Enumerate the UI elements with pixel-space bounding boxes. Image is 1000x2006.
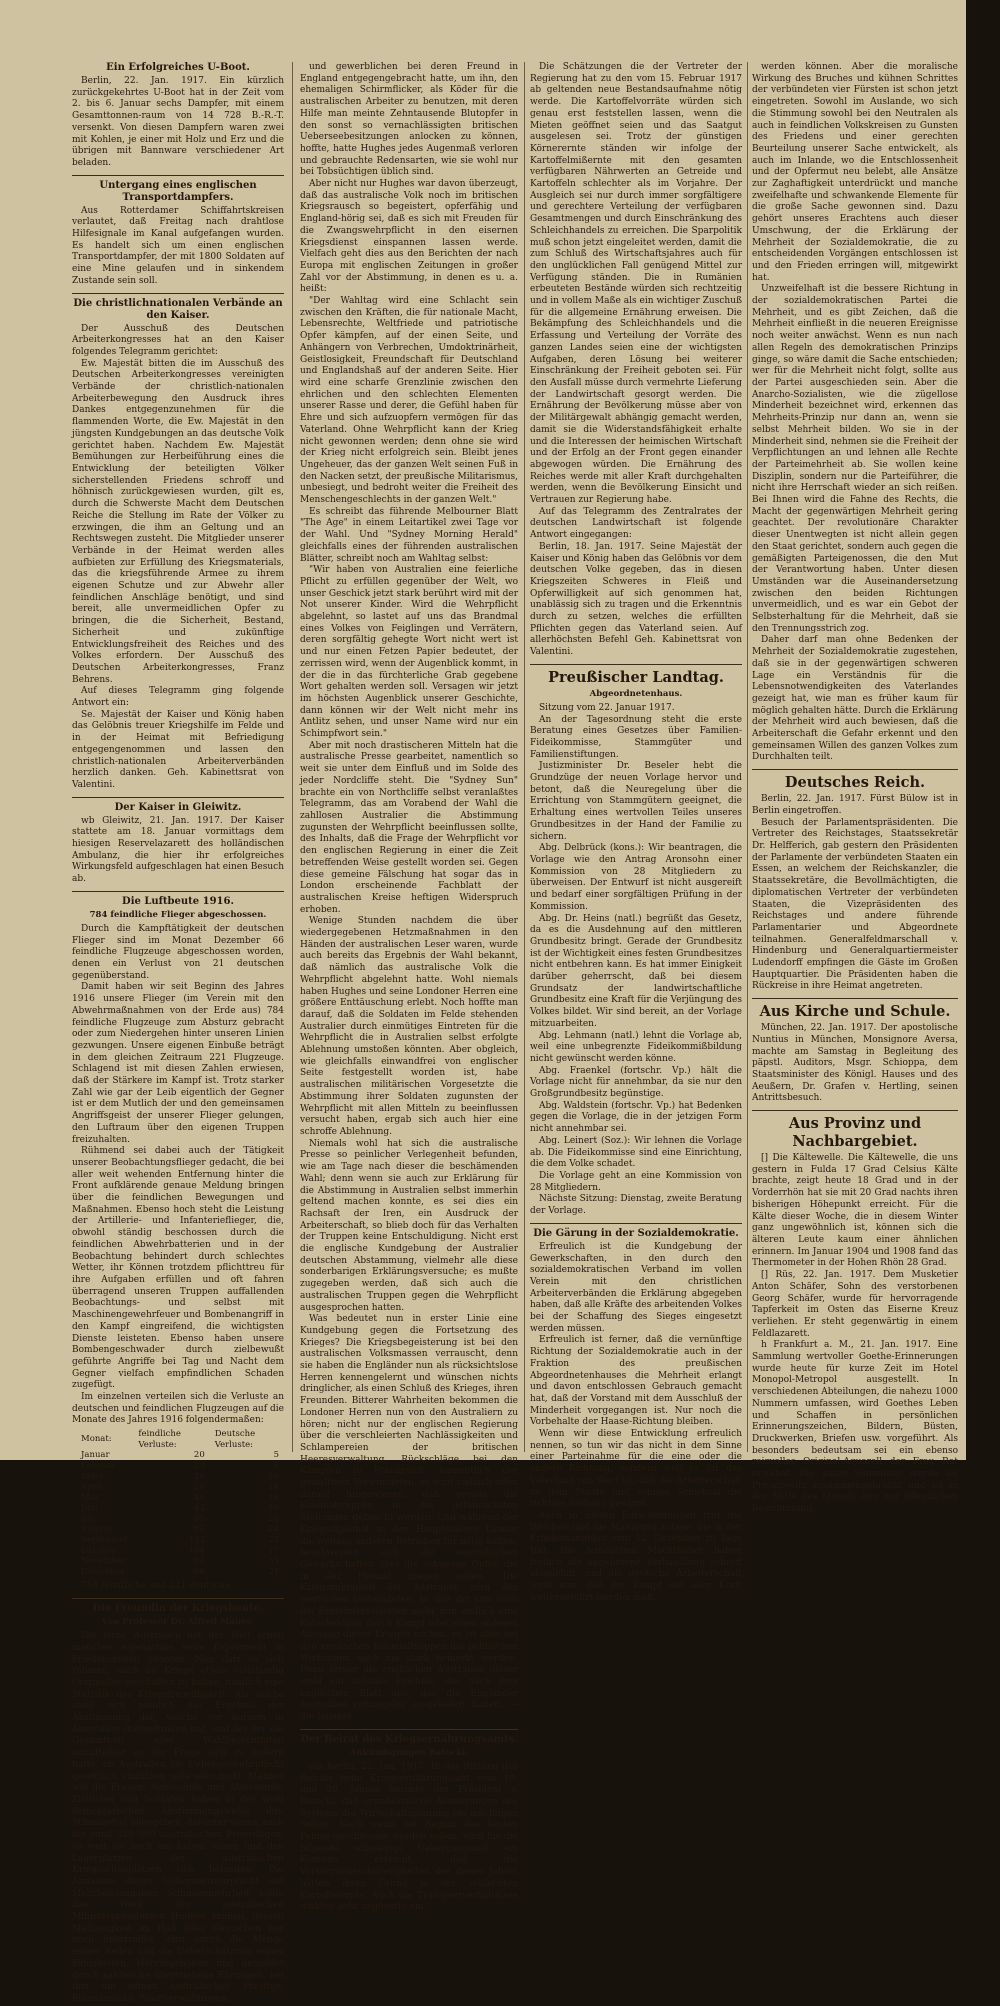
losses-table-row [76, 1546, 284, 1557]
losses-table-cell: Januar [81, 1450, 110, 1461]
article [72, 175, 284, 288]
article [530, 62, 742, 659]
column-2 [300, 62, 518, 1913]
article-subheadline: Von Professor Dr. Alfred Manes. [101, 1617, 255, 1628]
losses-table-cell: 31 [268, 1556, 279, 1567]
losses-table-cell: 10 [268, 1503, 279, 1514]
article-paragraph: Die ferne Australien hat der Welt schon manches eigenartige neue Experiment in Friedenszeiten geboten. Nun darf es sich rühmen, auch im Kriege etwas vollständig Originelles geschaffen zu haben, nämlich eine Statistik der Kriegsfreiwilligkeit. Als solche stellt sich nämlich das Ergebnis der Abstimmung dar, welche vor kurzem in Australien stattgefunden hat, und bei der die Gesamtheit aller Wahlberechtigten unmittelbar zu der Frage sich zu äußern hatte, ob Australien die Ueberseewehrpflicht gesetzlich einführen solle oder nicht. Männer wie die Frauen, Anwesende und Abwesende, Zivilisten und Soldaten haben in der wohl demokratischen Abstimmungsweise ihre Stimmzettel abgegeben, darunter waren auch die rund 320 000 australischen Freiwilligen, so weit sie noch am Leben waren und den Lagerplätzen der australischen Kriegsschauplätzen sich befanden. Die Annahme dieser Ueberseewehrpflicht mit Mehrheitsangaben Stimmenmehrheit sollte das Werk des australischen Ministerpräsidenten Hughes krönen, dessen Maßlosigkeit im Haß alles Deutschen nur noch übertroffen wird durch die Menge seiner Reden und die Ueberschätzung seiner Fähigkeiten. Hervorgehoben und gemeldet durch zahlreiche übertriebene Ehrungen, bei ihm um seinen australischen Prestige, Finanzarisiko, Stadtverwaltungen. [72, 1631, 284, 2004]
article-paragraph: Aus Rotterdamer Schiffahrtskreisen verlautet, daß Freitag nach drahtlose Hilfesignale im Kanal aufgefangen wurden. Es handelt sich um einen englischen Transportdampfer, der mit 1800 Soldaten auf eine Mine gelaufen und in sinkendem Zustande sein soll. [72, 205, 284, 286]
article [530, 1223, 742, 1605]
article-separator [300, 1729, 518, 1730]
article-paragraph: Rühmend sei dabei auch der Tätigkeit unserer Beobachtungsflieger gedacht, die bei aller weit wehenden Entfernung hinter die Front aufklärende genaue Meldung bringen über die feindlichen Bewegungen und Maßnahmen. Ebenso hoch steht die Leistung der Artillerie- und Infanterieflieger, die, obwohl ständig beschossen durch die feindlichen Abwehrbatterien und in der Beobachtung behindert durch schlechtes Wetter, ihr Können trotzdem pflichttreu für ihre Aufgaben erfüllen und oft fahren überragend unseren Truppen auffallenden Beobachtungs- und selbst mit Maschinengewehrfeuer und Bombenangriff in den Kampf eingreifend, die wichtigsten Dienste leisteten. Ebenso haben unsere Bombengeschwader durch zielbewußt geführte Angriffe bei Tag und Nacht dem Gegner vielfach empfindlichen Schaden zugefügt. [72, 1146, 284, 1391]
losses-table-cell: April [81, 1482, 103, 1493]
losses-table-cell: 104 [188, 1545, 205, 1556]
article-paragraph: Sitzung vom 22. Januar 1917. [539, 702, 675, 713]
losses-table-cell: Mai [81, 1492, 98, 1503]
losses-table-cell: 81 [193, 1524, 205, 1535]
article-separator [530, 1223, 742, 1224]
article-paragraph: Auf dieses Telegramm ging folgende Antwort ein: [72, 686, 284, 709]
losses-table-cell: 24 [268, 1524, 279, 1535]
article-paragraph: wb Gleiwitz, 21. Jan. 1917. Der Kaiser stattete am 18. Januar vormittags dem hiesigen Reservelazarett des holländischen Ambulanz, die hier ihr erfolgreiches Wirkungsfeld aufgeschlagen hat einen Besuch ab. [72, 815, 284, 885]
losses-table-cell: 43 [193, 1503, 205, 1514]
losses-table-header: Deutsche Verluste: [214, 1429, 256, 1450]
article-separator [72, 293, 284, 294]
article-paragraph: Abg. Waldstein (fortschr. Vp.) hat Bedenken gegen die Vorlage, die in der jetzigen Form nicht annehmbar sei. [530, 1100, 742, 1135]
article-subheadline: Ankündigungen Batocki. [349, 1747, 469, 1758]
article [72, 293, 284, 792]
book-binding-edge [966, 0, 1000, 1460]
losses-table [76, 1429, 284, 1577]
article-paragraph: Im einzelnen verteilen sich die Verluste an deutschen und feindlichen Flugzeugen auf die Monate des Jahres 1916 folgendermaßen: [72, 1392, 284, 1426]
article [752, 769, 958, 993]
article-paragraph: Justizminister Dr. Beseler hebt die Grundzüge der neuen Vorlage hervor und betont, daß die Neuregelung über die Errichtung von Stammgütern geeignet, die Erhaltung eines wertvollen Teiles unseres Grundbesitzes in der Hand der Familie zu sichern. [530, 761, 742, 842]
article-headline: Preußischer Landtag. [548, 668, 724, 686]
losses-table-row [76, 1524, 284, 1535]
article-paragraph: Se. Majestät der Kaiser und König haben das Gelöbnis treuer Kriegshilfe im Felde und in der Heimat mit Befriedigung entgegengenommen und lassen den christlich-nationalen Arbeiterverbänden herzlich danken. Geh. Kabinettsrat von Valentini. [72, 709, 284, 790]
article-paragraph: Abg. Dr. Heins (natl.) begrüßt das Gesetz, da es die Ausdehnung auf den mittleren Grundbesitz bringt. Gerade der Grundbesitz ist der Wichtigkeit eines festen Grundbesitzes nicht entbehren kann. Es hat immer Einigkeit darüber geherrscht, daß bei diesem Grundsatz der landwirtschaftliche Grundbesitz eine Kraft für die Verjüngung des Volkes bildet. Wir sind bereit, an der Vorlage mitzuarbeiten. [530, 913, 742, 1029]
article-separator [72, 891, 284, 892]
article-paragraph: Abg. Delbrück (kons.): Wir beantragen, die Vorlage wie den Antrag Aronsohn einer Kommission von 28 Mitgliedern zu überweisen. Der Entwurf ist nicht ausgereift und bedarf einer sorgfältigen Prüfung in der Kommission. [530, 843, 742, 912]
article-paragraph: Abg. Fraenkel (fortschr. Vp.) hält die Vorlage nicht für annehmbar, da sie nur den Großgrundbesitz begünstige. [530, 1065, 742, 1100]
losses-table-cell: 16 [268, 1492, 279, 1503]
column-divider [747, 62, 748, 1452]
article [300, 1729, 518, 1914]
article-paragraph: Aber mit noch drastischeren Mitteln hat die australische Presse gearbeitet, namentlich so weit sie unter dem Einfluß und im Solde des jeder Nordcliffe steht. Die "Sydney Sun" brachte ein von Northcliffe selbst veranlaßtes Telegramm, das am Vorabend der Wahl die zahllosen Australier die Abstimmung zugunsten der Wehrpflicht beeinflussen sollte, des Inhalts, daß die Frage der Wehrpflicht vor den englischen Regierung in einer die Zeit betreffenden Weise gestellt worden sei. Gegen diese gemeine Fälschung hat sogar das in London erscheinende Fachblatt der australischen Kreise heftigen Widerspruch erhoben. [300, 740, 518, 915]
losses-table-cell: 21 [268, 1566, 279, 1577]
losses-table-cell: 133 [188, 1535, 205, 1546]
article [752, 62, 958, 764]
article-paragraph: Berlin, 18. Jan. 1917. Seine Majestät der Kaiser und König haben das Gelöbnis vor dem deutschen Volke gegeben, das in diesen Kriegszeiten Schweres in Fleiß und Opferwilligkeit auf sich genommen hat, unablässig sich zu tragen und die Erkenntnis durch zu setzen, welches die erfüllten Pflichten gegen das Vaterland seien. Auf allerhöchsten Befehl Geh. Kabinettsrat von Valentini. [530, 541, 742, 658]
article-paragraph: und gewerblichen bei deren Freund in England entgegengebracht hatte, um ihn, den ehemaligen Schirmflicker, als Köder für die australischen Arbeiter zu benutzen, mit deren Hilfe man meinte Zehntausende Blutopfer in den sonst so vernachlässigten britischen Ueberseebesitzungen anlocken zu können, hoffte, hatte Hughes jedes Augenmaß verloren und gebrauchte Redensarten, wie sie wohl nur bei Tobsüchtigen üblich sind. [300, 62, 518, 178]
losses-table-row [76, 1461, 284, 1472]
article-paragraph: Aber nicht nur Hughes war davon überzeugt, daß das australische Volk noch im britischen Kriegsrausch so begeistert, opferfähig und England-hörig sei, daß es sich mit Freuden für die Zwangswehrpflicht in den eisernen Kriegsdienst einspannen lassen werde. Vielfach geht dies aus den Berichten der nach Europa mit englischen Zeitungen in großer Zahl vor der Abstimmung, in denen es u. a. heißt: [300, 179, 518, 295]
article-headline: Deutsches Reich. [784, 774, 926, 792]
article-paragraph: Damit haben wir seit Beginn des Jahres 1916 unsere Flieger (im Verein mit den Abwehrmaßnahmen von der Erde aus) 784 feindliche Flugzeuge zum Absturz gebracht oder zum Niedergehen hinter unseren Linien gezwungen. Unsere eigenen Einbuße beträgt in dem gleichen Zeitraum 221 Flugzeuge. Schlagend ist mit diesen Zahlen erwiesen, daß der Stärkere im Kampf ist. Trotz starker Zahl wie gar der Leib eigentlich der Gegner ist er dem Mutlich der und den gemeinsamen Angriffsgeist der unserer Flieger gelungen, den Luftraum über den eigenen Truppen freizuhalten. [72, 982, 284, 1145]
losses-table-cell: 20 [193, 1450, 205, 1461]
article-paragraph: Daher darf man ohne Bedenken der Mehrheit der Sozialdemokratie zugestehen, daß sie in der gegenwärtigen schweren Lage ein Verständnis für die Lebensnotwendigkeiten des Vaterlandes gezeigt hat, wie man es früher kaum für möglich gehalten hätte. Durch die Erklärung der Mehrheit wird auch bewiesen, daß die Arbeiterschaft die Gefahr erkennt und den gemeinsamen Willen des ganzen Volkes zum Durchhalten teilt. [752, 635, 958, 763]
losses-table-cell: September [81, 1535, 129, 1546]
article [752, 1110, 958, 1516]
losses-table-row [76, 1535, 284, 1546]
article-paragraph: Unzweifelhaft ist die bessere Richtung in der sozialdemokratischen Partei die Mehrheit, und es gibt Zeichen, daß die Mehrheit einfließt in die neueren Ereignisse noch weiter anwächst. Wenn es nun nach allen Regeln des demokratischen Prinzips ginge, so wäre damit die Sache entschieden; wer für die Mehrheit nicht folgt, sollte aus der Partei ausgeschieden sein. Aber die Anarcho-Sozialisten, wie die zügellose Minderheit bezeichnet wird, erkennen das Mehrheits-Prinzip nur dann an, wenn sie selbst Mehrheit bilden. Wo sie in der Minderheit sind, nehmen sie die Freiheit der Verpflichtungen an und lehnen alle Rechte der Parteimehrheit ab. Sie wollen keine Disziplin, sondern nur die Parteiführer, die nicht ihre Herrschaft wieder an sich reißen. Bei Ihnen wird die Fahne des Rechts, die Macht der gegenwärtigen Mehrheit gering geachtet. Der revolutionäre Charakter dieser Unentwegten ist nicht allein gegen den Staat gerichtet, sondern auch gegen die gemäßigten Parteigenossen, die den Mut der Verantwortung haben. Unter diesen Umständen war die Auseinandersetzung zwischen den beiden Richtungen unvermeidlich, und es war ein Gebot der Selbsterhaltung für die Mehrheit, daß sie den Trennungsstrich zog. [752, 284, 958, 634]
article-paragraph: Nächste Sitzung: Dienstag, zweite Beratung der Vorlage. [530, 1194, 742, 1217]
article-paragraph: Abg. Lehmann (natl.) lehnt die Vorlage ab, weil eine unbegrenzte Fideikommißbildung nicht gewünscht werden könne. [530, 1030, 742, 1064]
losses-table-cell: Oktober [81, 1545, 117, 1556]
losses-table-cell: 66 [193, 1566, 205, 1577]
losses-table-cell: Juni [81, 1503, 99, 1514]
article-paragraph: werden können. Aber die moralische Wirkung des Bruches und kühnen Schrittes der verbündeten vier Fürsten ist schon jetzt eingetreten. Sowohl im Auslande, wo sich die Stimmung sowohl bei den Neutralen als auch in feindlichen Volkskreisen zu Gunsten des Friedens und einer gerechten Beurteilung unserer Sache entwickelt, als auch im Inlande, wo die Entschlossenheit und der Opfermut neu belebt, alle Ansätze zur Zaghaftigkeit unterdrückt und manche zweifelhafte und schwankende Elemente für die große Sache gewonnen sind. Dazu gehört unseres Erachtens auch dieser Umschwung, der die Erklärung der Mehrheit der Sozialdemokratie, die zu entscheidenden Vorgängen entschlossen ist und den Frieden erringen will, mitgewirkt hat. [752, 62, 958, 283]
article-paragraph: wb Berlin, 22. Jan. 1917. In der Sitzung des Beirats beim Kriegsernährungsamt vom 19. und 20. Januar betonte der Präsident v. Batocki, daß grundsätzliche Aenderungen des Systems der Wirtschaftsplanung bei mächtigen Sollen. Nach wenn der Beginn des besten Feldes geschlossen werden sollen, wird für die folgende schwierige Uebergangszeit ein Konsens erreicht, daß die Versorgungsschwierigkeiten des dieses Jahres hätten ihren Grund in der schlechten Kartoffelernte. Auch die Transportverhältnisse wirkten sehr ungünstig ein. [300, 1761, 518, 1913]
article-paragraph: Wenn wir diese Entwicklung erfreulich nennen, so tun wir das nicht in dem Sinne einer Parteinahme für die eine oder die andere Richtung, sondern weil es für das Vaterland von Wert ist, daß die Arbeiterschaft zu dem Staate und seinem Schicksal die richtige Stellung gewinnt. [530, 1429, 742, 1510]
losses-table-cell: 19 [268, 1471, 279, 1482]
article-paragraph: Auf das Telegramm des Zentralrates der deutschen Landwirtschaft ist folgende Antwort eingegangen: [530, 506, 742, 541]
losses-table-cell: 45 [193, 1492, 205, 1503]
article-paragraph: "Der Wahltag wird eine Schlacht sein zwischen den Kräften, die für nationale Macht, Lebensrechte, Weltfriede und patriotische Opfer kämpfen, auf der einen Seite, und Anhängern von Verbrechen, Umdoktrinärheit, Geistlosigkeit, Freundschaft für Deutschland und Englandshaß auf der anderen Seite. Hier wird eine scharfe Grenzlinie zwischen den ehrlichen und den schlechten Elementen unserer Rasse und derer, die Gefühl haben für Ehre und sich aufzuopfern vermögen für das Vaterland. Ohne Wehrpflicht kann der Krieg nicht gewonnen werden; denn ohne sie wird der Krieg nicht erfolgreich sein. Bleibt jenes Ungeheuer, das der ganzen Welt seinen Fuß in den Nacken setzt, der preußische Militarismus, unbesiegt, und bedroht weiter die Freiheit des Menschengeschlechts in der ganzen Welt." [300, 296, 518, 506]
losses-table-row [76, 1556, 284, 1567]
article-paragraph: Durch die Kampftätigkeit der deutschen Flieger sind im Monat Dezember 66 feindliche Flugzeuge abgeschossen worden, denen ein Verlust von 21 deutschen gegenüberstand. [72, 923, 284, 981]
losses-table-row [76, 1472, 284, 1483]
article-paragraph: Die Vorlage geht an eine Kommission von 28 Mitgliedern. [530, 1170, 742, 1193]
article-headline: Die Gärung in der Sozialdemokratie. [533, 1227, 739, 1239]
losses-table-row [76, 1450, 284, 1461]
article-subheadline: Abgeordnetenhaus. [589, 688, 683, 699]
article-paragraph: An der Tagesordnung steht die erste Beratung eines Gesetzes über Familien-Fideikommisse, Stammgüter und Familienstiftungen. [530, 714, 742, 760]
column-divider [292, 62, 293, 1452]
losses-table-cell: 23 [193, 1460, 205, 1471]
column-4 [752, 62, 958, 1515]
losses-table-cell: 94 [193, 1556, 205, 1567]
losses-table-cell: Dezember [81, 1566, 125, 1577]
article-paragraph: Erfreulich ist die Kundgebung der Gewerkschaften, in den durch den sozialdemokratischen Verband im vollen Verein mit den christlichen Arbeiterverbänden die Erklärung abgegeben haben, daß alle Kräfte des arbeitenden Volkes bei der Schaffung des Sieges eingesetzt werden müssen. [530, 1241, 742, 1334]
losses-table-cell: Juli [81, 1513, 96, 1524]
losses-table-cell: 26 [193, 1482, 205, 1493]
article-headline: Aus Provinz und Nachbargebiet. [788, 1115, 922, 1151]
losses-table-row [76, 1567, 284, 1578]
article-subheadline: 784 feindliche Flieger abgeschossen. [89, 909, 267, 920]
article-headline: Die Luftbeute 1916. [122, 895, 234, 907]
losses-table-header: Monat: [81, 1434, 112, 1445]
losses-table-cell: November [81, 1556, 126, 1567]
article-paragraph: Abg. Leinert (Soz.): Wir lehnen die Vorlage ab. Die Fideikommisse sind eine Einrichtung, die dem Volke schadet. [530, 1135, 742, 1170]
article-separator [752, 769, 958, 770]
article-headline: Untergang eines englischen Transportdampfers. [99, 179, 257, 203]
article-separator [72, 175, 284, 176]
article-paragraph: [] Rüs, 22. Jan. 1917. Dem Musketier Anton Schäfer, Sohn des verstorbenen Georg Schäfer, wurde für hervorragende Tapferkeit im Osten das Eiserne Kreuz verliehen. Er steht gegenwärtig in einem Feldlazarett. [752, 1270, 958, 1339]
article [72, 62, 284, 170]
losses-table-row [76, 1503, 284, 1514]
losses-table-cell: 27 [268, 1535, 279, 1546]
article-headline: Die christlichnationalen Verbände an den Kaiser. [73, 297, 283, 321]
article-separator [72, 797, 284, 798]
article-paragraph: Auch in diesen Entscheidungen tritt die Weisheit und die Mäßigung zutage, die in der Friedensangebot vom 12. Dezember zu Tage trat. Die feindlichen Machthaber haben freilich die angebotene Verhandlung schroff abgelehnt, und die deutsche Arbeiterschaft weiß nun, daß der Kampf mit aller Kraft weitergeführt werden muß. [530, 1510, 742, 1603]
article [72, 797, 284, 886]
article-headline: Aus Kirche und Schule. [759, 1003, 951, 1021]
article-paragraph: Was bedeutet nun in erster Linie eine Kundgebung gegen die Fortsetzung des Krieges? Die Kriegsbegeisterung ist bei den australischen Volksmassen verrauscht, denn sie haben die Engländer nun als rücksichtslose Herren kennengelernt und wünschen nichts dringlicher, als einen Schluß des Krieges, ihren Freunden. Bitterer Wahrheiten bekommen die Londoner Herren nun von den Australiern zu hören; nicht nur der englischen Regierung über die verschleierten Nachlässigkeiten und Schlampereien der britischen Heeresverwaltung, Rückschläge bei den Kämpfen in Frankreich, namentlich der gewaltigen Verwundeten; es wird vielfach offen darauf hingewiesen, daß gerade die Kolonialtruppen in die gefährlichsten Stellungen gebracht worden. Und während der Kriegsdiplomat in den Hauptstädten Länder die weitaus anderen Betrieben für nötig halten, beschwerten sich die australischen Gewerkschaften über die schweren Opfer, die in der Heimat tragen sollen. Die Kriegsmüdigkeit der Australier wird den wertvollen Verbündeten, so daß ihr nun auch die Ernteinteressierten mehr nun endlich eine Entscheidung durch Kampf oder einen anderen Ausgang dieses Krieges suchen, es ist aber bei den englischen Kolonialtruppen die politischen Wirkungen noch nie stark bemerkt worden. Denn ferner die englischen Australien dieser wohl ein schönes Erlebnis, das nach dem englischen Blatt aus, das die Engländer Australien rettungslos ausgeliefert haben, — die Japaner. [300, 1314, 518, 1723]
losses-table-cell: Februar [81, 1460, 116, 1471]
losses-table-cell: August [81, 1524, 112, 1535]
article-paragraph: Berlin, 22. Jan. 1917. Fürst Bülow ist in Berlin eingetroffen. [752, 794, 958, 816]
losses-table-header: feindliche Verluste: [138, 1429, 181, 1450]
column-1 [72, 62, 284, 2004]
article-separator [752, 1110, 958, 1111]
article-paragraph: Besuch der Parlamentspräsidenten. Die Vertreter des Reichstages, Staatssekretär Dr. Helfferich, gab gestern den Präsidenten der Parlamente der verbündeten Staaten ein Essen, an welchem der Reichskanzler, die Staatssekretäre, die Bevollmächtigten, die diplomatischen Vertreter der verbündeten Staaten, die Vizepräsidenten des Reichstages und andere führende Parlamentarier und Abgeordnete teilnahmen. Generalfeldmarschall v. Hindenburg und Generalquartiermeister Ludendorff empfingen die Gäste im Großen Hauptquartier. Die Präsidenten haben die Rückreise in ihre Heimat angetreten. [752, 817, 958, 992]
article-headline: Der Beirat des Kriegsernährungsamts. [300, 1733, 518, 1745]
article-paragraph: Wenige Stunden nachdem die über wiedergegebenen Hetzmaßnahmen in den Händen der australischen Leser waren, wurde auch bereits das Ergebnis der Wahl bekannt, daß nämlich das australische Volk die Wehrpflicht abgelehnt hatte. Wohl niemals haben Hughes und seine Londoner Herren eine größere Enttäuschung erlebt. Noch hoffte man darauf, daß die Soldaten im Felde stehenden Australier durch einmütiges Eintreten für die Wehrpflicht die in Australien selbst erfolgte Ablehnung umstoßen könnten. Aber obgleich, wie gleichfalls einwandfrei von englischer Seite festgestellt worden ist, habe australischen militärischen Vorgesetzte die Abstimmung ihrer Soldaten zugunsten der Wehrpflicht mit allen Mitteln zu beeinflussen versucht haben, ergab sich auch hier eine schroffe Ablehnung. [300, 916, 518, 1137]
article-headline: Ein Erfolgreiches U-Boot. [106, 62, 250, 73]
article [72, 1598, 284, 2006]
losses-table-cell: 8 [273, 1460, 279, 1471]
article [72, 891, 284, 1593]
losses-table-cell: 20 [268, 1513, 279, 1524]
article-headline: Der Kaiser in Gleiwitz. [114, 801, 242, 813]
article-paragraph: [] Die Kältewelle. Die Kältewelle, die uns gestern in Fulda 17 Grad Celsius Kälte brachte, zeigt heute 18 Grad und in der Vorderrhön hat sie mit 20 Grad nachts ihren bisherigen Höhepunkt erreicht. Für die Kälte dieser Woche, die in diesem Winter ganz ungewöhnlich ist, können sich die älteren Leute kaum einer ähnlichen erinnern. Im Januar 1904 und 1908 fand das Thermometer in der Hohen Rhön 28 Grad. [752, 1153, 958, 1269]
column-divider [524, 62, 525, 1452]
losses-table-row [76, 1482, 284, 1493]
losses-table-cell: 5 [273, 1450, 279, 1461]
column-3 [530, 62, 742, 1603]
losses-table-cell: 14 [268, 1482, 279, 1493]
article-separator [752, 998, 958, 999]
article-paragraph: Ew. Majestät bitten die im Ausschuß des Deutschen Arbeiterkongresses vereinigten Verbände der christlich-nationalen Arbeiterbewegung den Ausdruck ihres Dankes entgegenzunehmen für die flammenden Worte, die Ew. Majestät in den jüngsten Kundgebungen an das deutsche Volk gerichtet haben. Nachdem Ew. Majestät Bemühungen zur Herbeiführung eines die Entwicklung der beteiligten Völker sicherstellenden Friedens schroff und höhnisch zurückgewiesen wurden, gilt es, durch die Schwerste Macht dem Deutschen Reiche die Stellung im Rate der Völker zu erzwingen, die ihm an Geltung und an Rechtswegen zusteht. Die Mitglieder unserer Verbände in der Heimat werden alles aufbieten zur Erfüllung des Kriegsmaterials, das die kriegsführende Armee zu ihrem eigenen Schutze und zur Abwehr aller feindlichen Anschläge benötigt, und sind bereit, alle unvermeidlichen Opfer zu bringen, die die Sicherheit, Bestand, Sicherheit und zukünftige Entwicklungsfreiheit des Reiches und des Volkes erfordern. Der Ausschuß des Deutschen Arbeiterkongresses, Franz Behrens. [72, 358, 284, 685]
article-paragraph: Niemals wohl hat sich die australische Presse so peinlicher Verlegenheit befunden, wie am Tage nach dieser die beschämenden Wahl; denn wenn sie auch zur Erklärung für die Abstimmung in Australien selbst immerhin geltend machen konnte, es sei dies ein Rachsaft der Iren, ein Ausdruck der Arbeiterschaft, so blieb doch für das Verhalten der Truppen keine Entschuldigung. Nicht erst die englische Kundgebung der Australier deutschen Abstammung, vielmehr alle diese sonderbarigen Erklärungsversuche; es mußte zugegeben werden, daß sich auch die australischen Truppen gegen die Wehrpflicht ausgesprochen hatten. [300, 1138, 518, 1313]
losses-table-row [76, 1493, 284, 1504]
article-paragraph: h Frankfurt a. M., 21. Jan. 1917. Eine Sammlung wertvoller Goethe-Erinnerungen wurde heute für kurze Zeit im Hotel Monopol-Metropol ausgestellt. In verschiedenen Abteilungen, die nahezu 1000 Nummern umfassen, wird Goethes Leben und Schaffen in persönlichen Erinnerungszeichen, Bildern, Büsten, Druckwerken, Briefen usw. vorgeführt. Als besonders bedeutsam sei ein ebenso reizvolles Original-Aquarell der Frau Rat erwähnt. Die ganze Sammlung wurde als Privatbesitz zusammengebracht und ist in der Mitte des Monats hier zur öffentlichen Besichtigung. [752, 1340, 958, 1515]
article-separator [72, 1598, 284, 1599]
losses-table-cell: 85 [193, 1513, 205, 1524]
losses-table-cell: 49 [193, 1471, 205, 1482]
article-paragraph: München, 22. Jan. 1917. Der apostolische Nuntius in München, Monsignore Aversa, machte am Samstag in Begleitung des päpstl. Auditors, Msgr. Schioppa, dem Staatsminister des Königl. Hauses und des Aeußern, Dr. Grafen v. Hertling, seinen Antrittsbesuch. [752, 1023, 958, 1104]
article-paragraph: Erfreulich ist ferner, daß die vernünftige Richtung der Sozialdemokratie auch in der Fraktion des preußischen Abgeordnetenhauses die Mehrheit erlangt und davon entschlossen Gebrauch gemacht hat, daß der Vorstand mit dem Ausschluß der Minderheit vorgegangen ist. Nur noch die Vorbehalte der Haase-Richtung bleiben. [530, 1335, 742, 1428]
losses-table-cell: März [81, 1471, 104, 1482]
article-separator [530, 664, 742, 665]
article-paragraph: "Wir haben von Australien eine feierliche Pflicht zu erfüllen gegenüber der Welt, wo unser Geschick jetzt stark berührt wird mit der Not unserer Kinder. Wird die Wehrpflicht abgelehnt, so lastet auf uns das Brandmal eines Volkes von Feiglingen und Verrätern, deren sorgfältig gehegte Wort nicht wert ist und nur einen Fetzen Papier bedeutet, der zerrissen wird, wenn der Augenblick kommt, in der die in das fürchterliche Grab gegebene Wort gehalten werden soll. Versagen wir jetzt im höchsten Augenblick unserer Geschichte, dann können wir der Welt nicht mehr ins Antlitz sehen, und unser Name wird nur ein Schimpfwort sein." [300, 565, 518, 740]
article-paragraph: Es schreibt das führende Melbourner Blatt "The Age" in einem Leitartikel zwei Tage vor der Wahl. Und "Sydney Morning Herald" gleichfalls eines der führenden australischen Blätter, schreibt noch am Wahltag selbst: [300, 506, 518, 564]
article-paragraph: Berlin, 22. Jan. 1917. Ein kürzlich zurückgekehrtes U-Boot hat in der Zeit vom 2. bis 6. Januar sechs Dampfer, mit einem Gesamttonnen-raum von 14 728 B.-R.-T. versenkt. Von diesen Dampfern waren zwei mit Kohlen, je einer mit Holz und Erz und die übrigen mit Bannware verschiedener Art beladen. [72, 76, 284, 168]
article [752, 998, 958, 1105]
article-paragraph: Der Ausschuß des Deutschen Arbeiterkongresses hat an den Kaiser folgendes Telegramm gerichtet: [72, 323, 284, 357]
losses-table-cell: 17 [268, 1545, 279, 1556]
article-headline: Die Freundin der Kriegsbeute. [92, 1603, 264, 1615]
article [530, 664, 742, 1218]
article-paragraph: Die Schätzungen die der Vertreter der Regierung hat zu den vom 15. Februar 1917 ab geltenden neue Bestandsaufnahme nötig werde. Die Kartoffelvorräte würden sich genau erst feststellen lassen, wenn die Mieten geöffnet seien und das Saatgut ausgelesen sei. Trotz der günstigen Körnerernte ständen wir infolge der Kartoffelmißernte mit den gesamten verfügbaren Nährwerten an Getreide und Kartoffeln schlechter als im Vorjahre. Der Ausgleich sei nur durch immer sorgfältigere und gerechtere Verteilung der verfügbaren Gesamtmengen und durch Einschränkung des Schleichhandels zu erreichen. Die Sparpolitik muß schon jetzt eingeleitet werden, damit die zum Schluß des Wirtschaftsjahres auch für den unglücklichen Fall genügend Mittel zur Verfügung ständen. Die in Rumänien erbeuteten Bestände würden sich rechtzeitig und in vollem Maße als ein wichtiger Zuschuß für die allgemeine Ernährung erweisen. Die Bekämpfung des Schleichhandels und die Erfassung und Verteilung der Vorräte des ganzen Landes seien eine der wichtigsten Aufgaben, deren Lösung bei weiterer Einschränkung der Freiheit geboten sei. Für den Ausfall müsse durch vermehrte Lieferung der Landwirtschaft gesorgt werden. Die Ernährung der Bevölkerung müsse aber von der Militärgewalt abhängig gemacht werden, damit sie die Widerstandsfähigkeit erhalte und die Interessen der heimischen Wirtschaft und der Erfolg an der Front gegen einander abgewogen würden. Die Ernährung des Reiches werde mit aller Kraft durchgehalten werden, wenn die Bevölkerung Einsicht und Vertrauen zur Regierung habe. [530, 62, 742, 506]
article [300, 62, 518, 1724]
losses-table-row [76, 1514, 284, 1525]
losses-table-total: 784 feindliche und 221 deutsche. [81, 1581, 234, 1592]
